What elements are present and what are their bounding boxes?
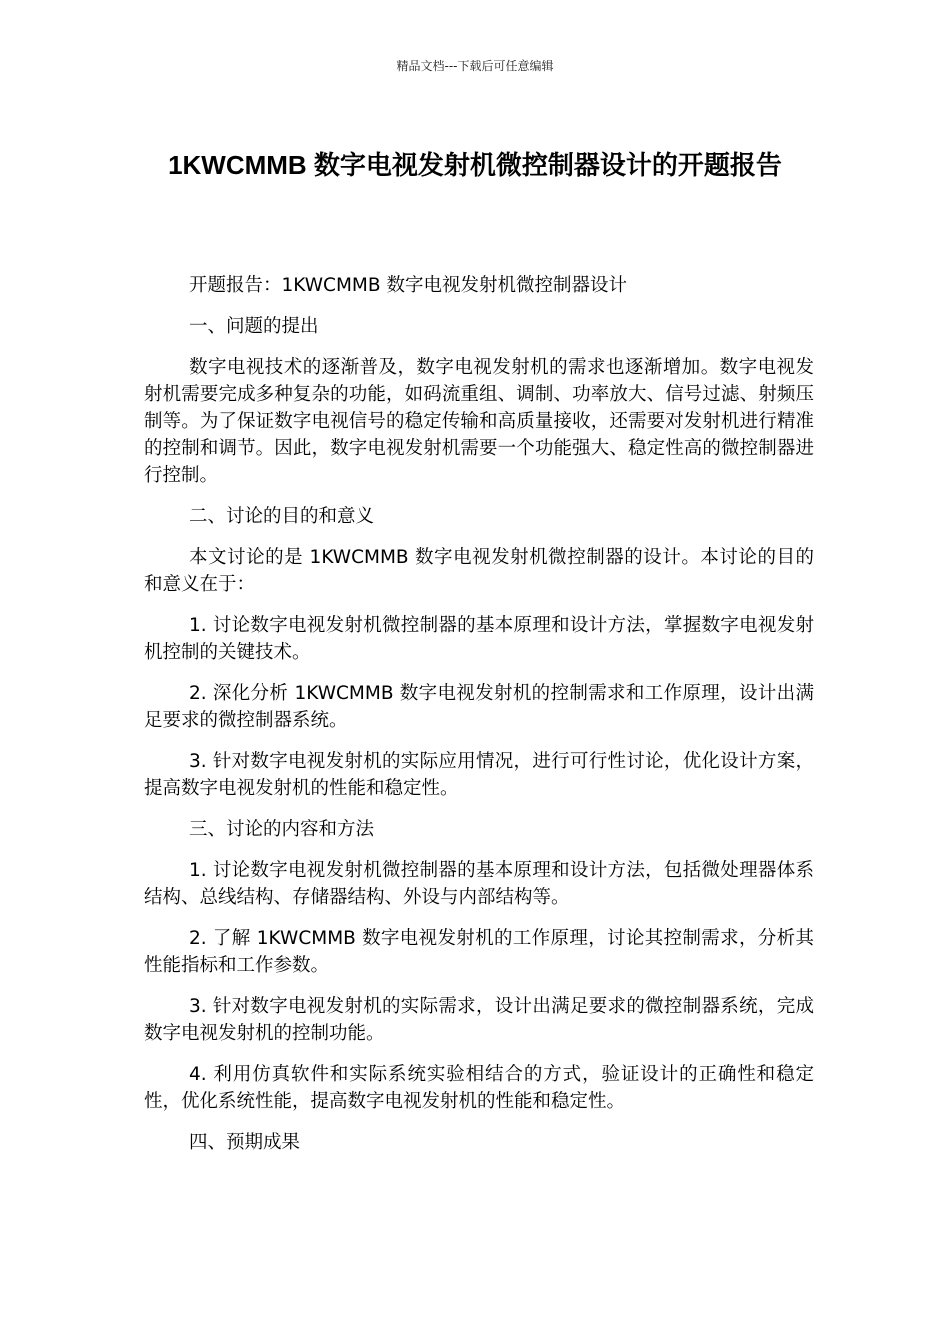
- section-heading-4: 四、预期成果: [189, 1132, 301, 1153]
- section-heading-2: 二、讨论的目的和意义: [189, 506, 375, 527]
- paragraph: 本文讨论的是 1KWCMMB 数字电视发射机微控制器的设计。本讨论的目的和意义在于：: [144, 547, 814, 595]
- section-heading-1: 一、问题的提出: [189, 316, 319, 337]
- document-title: 1KWCMMB 数字电视发射机微控制器设计的开题报告: [168, 150, 782, 180]
- document-body: [144, 272, 814, 1170]
- paragraph-intro: 开题报告：1KWCMMB 数字电视发射机微控制器设计: [189, 275, 627, 296]
- header-note: 精品文档---下载后可任意编辑: [396, 59, 554, 73]
- list-item: 4. 利用仿真软件和实际系统实验相结合的方式，验证设计的正确性和稳定性，优化系统性能，提高数字电视发射机的性能和稳定性。: [144, 1064, 814, 1112]
- section-heading-3: 三、讨论的内容和方法: [189, 819, 375, 840]
- list-item: 3. 针对数字电视发射机的实际应用情况，进行可行性讨论，优化设计方案，提高数字电视发射机的性能和稳定性。: [144, 751, 814, 799]
- list-item: 2. 深化分析 1KWCMMB 数字电视发射机的控制需求和工作原理，设计出满足要求的微控制器系统。: [144, 683, 814, 731]
- list-item: 1. 讨论数字电视发射机微控制器的基本原理和设计方法，包括微处理器体系结构、总线结构、存储器结构、外设与内部结构等。: [144, 860, 814, 908]
- list-item: 1. 讨论数字电视发射机微控制器的基本原理和设计方法，掌握数字电视发射机控制的关键技术。: [144, 615, 814, 663]
- list-item: 3. 针对数字电视发射机的实际需求，设计出满足要求的微控制器系统，完成数字电视发射机的控制功能。: [144, 996, 814, 1044]
- list-item: 2. 了解 1KWCMMB 数字电视发射机的工作原理，讨论其控制需求，分析其性能指标和工作参数。: [144, 928, 814, 976]
- paragraph: 数字电视技术的逐渐普及，数字电视发射机的需求也逐渐增加。数字电视发射机需要完成多种复杂的功能，如码流重组、调制、功率放大、信号过滤、射频压制等。为了保证数字电视信号的稳定传输和高质量接收，还需要对发射机进行精准的控制和调节。因此，数字电视发射机需要一个功能强大、稳定性高的微控制器进行控制。: [144, 357, 814, 486]
